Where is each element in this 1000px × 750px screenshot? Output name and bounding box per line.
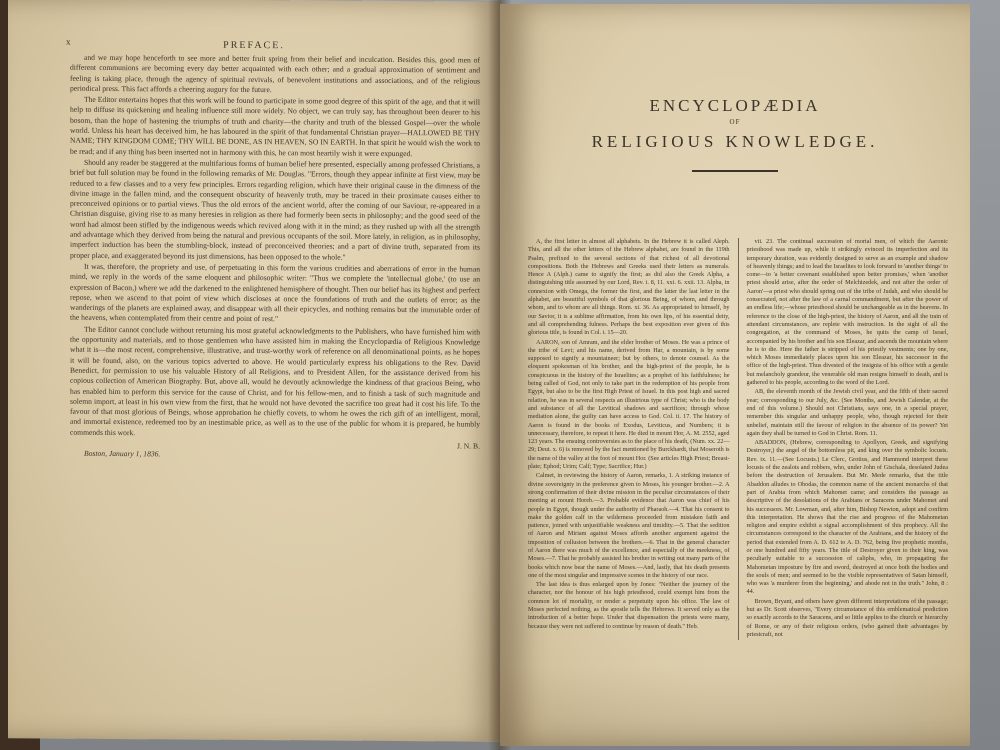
- date-line: Boston, January 1, 1836.: [84, 449, 161, 459]
- signature: J. N. B.: [457, 441, 480, 451]
- entry-columns: [528, 238, 948, 640]
- entry-paragraph: Calmet, in reviewing the history of Aaron, remarks, 1. A striking instance of divine sovereignty in the preference given to Moses, his younger brother.—2. A strong confirmation of their divine mission in the peculiar circumstances of their meeting at mount Horeb.—3. Probable evidence that Aaron was chief of his people in Egypt, though under the authority of Pharaoh.—4. That his consent to make the golden calf in the wilderness proceeded from mistaken faith and patience, joined with unjustifiable weakness and timidity.—5. That the sedition of Aaron and Miriam against Moses affords another argument against the imposition of collusion between the brothers.—6. That in the general character of Aaron there was much of the excellence, and especially of the meekness, of Moses.—7. That he probably assisted his brother in writing out many parts of the books which now bear the name of Moses.—And, lastly, that his death presents one of the most singular and impressive scenes in the history of our race.: [528, 472, 730, 579]
- preface-paragraph: and we may hope henceforth to see more and better fruit spring from their belief and inculcation. Besides this, good men of different communions are becoming every day better acquainted with each other; and a gradual approximation of sentiment and feeling is taking place, through the agency of spiritual revivals, of benevolent institutions and associations, and of the religious periodical press. This fact affords a cheering augury for the future.: [70, 52, 480, 95]
- entry-paragraph: AARON, son of Amram, and the elder brother of Moses. He was a prince of the tribe of Levi; and his name, derived from Har, a mountain, is by some supposed to signify a mountaineer; but by others, to denote counsel. As the eloquent spokesman of his brother, and the high-priest of the people, he is conspicuous in the history of the Israelites; as a prophet of his faithfulness; he being called of God, not only to take part in the redemption of his people from Egypt, but also to be the first High Priest of Israel. In this post high and sacred relation, he was in several respects an illustrious type of Christ; who is the body and substance of all the Levitical shadows and sacrifices; through whose mediation alone, the guilty can have access to God. Col. ii. 17. The history of Aaron is found in the books of Exodus, Leviticus, and Numbers; it is unnecessary, therefore, to repeat it here. He died in mount Hor, A. M. 2552, aged 123 years. The ensuing controversies as to the place of his death, (Num. xx. 22—29; Deut. x. 6) is removed by the fact mentioned by Burckhardt, that Moseroth is the name of the valley at the foot of mount Hor. (See articles High Priest; Breast-plate; Ephod; Urim; Calf; Type; Sacrifice; Hur.): [528, 338, 730, 471]
- title-of: OF: [729, 118, 741, 126]
- entry-paragraph: ABADDON, (Hebrew, corresponding to Apollyon, Greek, and signifying Destroyer,) the angel of the bottomless pit, and king over the symbolic locusts. Rev. ix. 11.—(See Locusts.) Le Clerc, Grotius, and Hammond interpret these locusts of the zealots and robbers, who, under John of Gischala, desolated Judea before the destruction of Jerusalem. But Mr. Mede remarks, that the title Abaddon alludes to Obodas, the common name of the ancient monarchs of that part of Arabia from which Mahomet came; and considers the passage as descriptive of the desolations of the Arabians or Saracens under Mahomet and his successors. Mr. Lowman, and, after him, Bishop Newton, adopt and confirm this interpretation. He shows that the rise and progress of the Mahometan religion and empire exhibit a signal accomplishment of this prophecy. All the circumstances correspond to the character of the Arabians, and the history of the period that extended from A. D. 612 to A. D. 762, being five prophetic months, or one hundred and fifty years. The title of Destroyer given to their king, was peculiarly suitable to a succession of caliphs, who, in propagating the Mahometan imposture by fire and sword, destroyed at once both the bodies and the souls of men; and seemed to be the visible representatives of Satan himself, who was 'a murderer from the beginning,' and abode not in the truth." John, 8 : 44.: [746, 439, 949, 596]
- left-page-preface: [8, 0, 500, 742]
- running-head: PREFACE.: [223, 39, 285, 52]
- preface-body: [70, 53, 480, 462]
- title-religious-knowledge: RELIGIOUS KNOWLEDGE.: [591, 132, 879, 151]
- preface-paragraph: It was, therefore, the propriety and use, of perpetuating in this form the various crudities and aberrations of error in the human mind, we reply in the words of the same eloquent and philosophic writer: "Thus we complete the 'intellectual globe,' (to use an expression of Bacon,) where we add the darkened to the enlightened hemisphere of thought. Then our belief has its highest and perfect repose, when we ascend to that point of view which discloses at once the foundations of truth and the outlets of error; as the wanderings of the planets are explained away, and disappear with all their epicycles, and nothing remains but the immutable order of the heavens, when contemplated from their centre and point of rest.": [70, 261, 480, 324]
- preface-paragraph: The Editor entertains hopes that this work will be found to participate in some good degree of this spirit of the age, and that it will help to diffuse its quickening and healing influence still more widely. No object, we can truly say, has throughout been dearer to his bosom, than the hope of hastening the triumphs of truth and charity—the charity and truth of the blessed Gospel—over the whole world. Unless his heart has deceived him, he has laboured in the spirit of that fundamental Christian prayer—HALLOWED BE THY NAME; THY KINGDOM COME; THY WILL BE DONE, AS IN HEAVEN, SO IN EARTH. In that spirit he would wish the work to be read; and if any thing has been inserted not in harmony with this, he can most heartily wish it were expunged.: [70, 95, 480, 158]
- column-right: [747, 238, 949, 640]
- title-encyclopaedia: ENCYCLOPÆDIA: [649, 96, 821, 115]
- preface-paragraph: Should any reader be staggered at the multifarious forms of human belief here presented, especially among professed Christians, a brief but full solution may be found in the following remarks of Mr. Douglas. "Errors, though they appear infinite at first view, may be reduced to a few classes and to a very few principles. Errors regarding religion, which have their original cause in the dimness of the divine image in the fallen mind, and the consequent obscurity of heavenly truth, may be traced in their proximate causes either to preconceived opinions or to partial views. Thus the old errors of the ancient world, after the coming of our Saviour, re-appeared in a Christian disguise, giving rise to as many heresies in religion as there had formerly been sects in philosophy; and the good seed of the word had almost been stifled by the indigenous weeds which revived along with it in the mind; as they rushed up with all the strength and advantage which they derived from being the natural and previous occupants of the soil. More lately, in religion, as in philosophy, imperfect induction has been the stumbling-block, instead of preconceived theories; and a part of divine truth, separated from its proper place, and exaggerated beyond its just dimensions, has been opposed to the whole.": [70, 157, 481, 262]
- right-page-encyclopaedia: [500, 4, 970, 746]
- book-title-block: [500, 96, 970, 172]
- column-left: [528, 238, 730, 640]
- page-number: x: [66, 36, 71, 47]
- entry-paragraph: The last idea is thus enlarged upon by Jones: "Neither the journey of the character, nor the honour of his high priesthood, could exempt him from the common lot of mortality, or render a perpetuity upon his office. The law of Moses perfected nothing, as the apostle tells the Hebrews. It served only as the introduction of a better hope. Under that dispensation the priests were many, because they were not suffered to continue by reason of death." Heb.: [528, 581, 730, 630]
- entry-paragraph: A, the first letter in almost all alphabets. In the Hebrew it is called Aleph. This, and all the other letters of the Hebrew alphabet, are found in the 119th Psalm, prefixed to the several sections of that richest of all devotional compositions. Both the Hebrews and Greeks used their letters as numerals. Hence A (Alph.) came to signify the first; as did also the Greek Alpha, a distinguishing title assumed by our Lord, Rev. i. 8, 11. xxi. 6. xxii. 13. Alpha, in connexion with Omega, the former the first, and the latter the last letter in the alphabet, are beautiful symbols of that glorious Being, of whom, and through whom, and to whom are all things. Rom. xi. 36. As appropriated to himself, by our Savior, it is a sublime affirmation, from his own lips, of his essential deity, and all comprehending fulness. Perhaps the best exposition ever given of this glorious title, is found in Col. i. 15—20.: [528, 238, 730, 337]
- entry-paragraph: vii. 23. The continual succession of mortal men, of which the Aaronic priesthood was made up, while it strikingly evinced its imperfection and its temporary duration, was evidently designed to serve as an example and shadow of heavenly things; and to lead the Israelites to look forward to 'another things' to come—to 'a better covenant established upon better promises,' when 'another priest should arise, after the order of Melchizedek, and not after the order of Aaron'—a priest who should spring out of the tribe of Judah, and who should be consecrated, not after the law of a carnal commandment, but after the power of an endless life;—whose priesthood should be unchangeable as in the heavens. In reference to the close of the high-priest, the history of Aaron, and all the train of attendant circumstances, are replete with instruction. In the sight of all the congregation, at the command of Moses, he quits the camp of Israel, accompanied by his brother and his son Eleazar, and ascends the mountain where he is to die. Here the father is stripped of his priestly vestments; one by one, which Moses immediately places upon his son Eleazar, his successor in the office of the high-priest. Thus divested of the insignia of his office with a gentle but melancholy grandeur, the venerable old man resigns himself to death, and is gathered to his people, according to the word of the Lord.: [746, 238, 949, 387]
- title-rule: [692, 170, 778, 172]
- page-shadow: [500, 666, 970, 746]
- entry-paragraph: AB, the eleventh month of the Jewish civil year, and the fifth of their sacred year; corresponding to our July, &c. (See Months, and Jewish Calendar, at the end of this volume.) Should not Christians, says one, in a special prayer, remember this singular and unhappy people, who, though rejected for their unbelief, maintain still the favour of religion in the absence of its power? Yet again they shall be turned to God in Christ. Rom. 11.: [746, 388, 949, 437]
- preface-paragraph: The Editor cannot conclude without returning his most grateful acknowledgments to the Publishers, who have furnished him with the opportunity and materials, and to those gentlemen who have assisted him in making the Encyclopædia of Religious Knowledge what it is—the most recent, comprehensive, illustrative, and trust-worthy work of reference on all denominational points, as he hopes it will be found, also, on the various topics adverted to above. He would particularly express his obligations to the Rev. David Benedict, for permission to use his valuable History of all Religions, and to President Allen, for the assistance derived from his copious collection of American Biography. But, above all, would he devoutly acknowledge the kindness of that gracious Being, who has enabled him to perform this service for the cause of Christ, and for his fellow-men, and to finish a task of such magnitude and solemn import, at least in his own view from the first, that he would not have devoted the sacrifice too great had it cost his life. To the favour of that most glorious of Beings, whose approbation he chiefly covets, to whom he owes the rich gift of an intelligent, moral, and immortal existence, redeemed too by an inestimable price, as well as to the use of the public for whom it is prepared, he humbly commends this work.: [70, 324, 480, 437]
- entry-paragraph: Brown, Bryant, and others have given different interpretations of the passage; but as Dr. Scott observes, "Every circumstance of this emblematical prediction so exactly accords to the Saracens, and so little applies to the church or hierarchy of Rome, or any of their religious orders, (who gained their advantages by priestcraft, not: [746, 597, 949, 638]
- column-divider: [738, 238, 739, 640]
